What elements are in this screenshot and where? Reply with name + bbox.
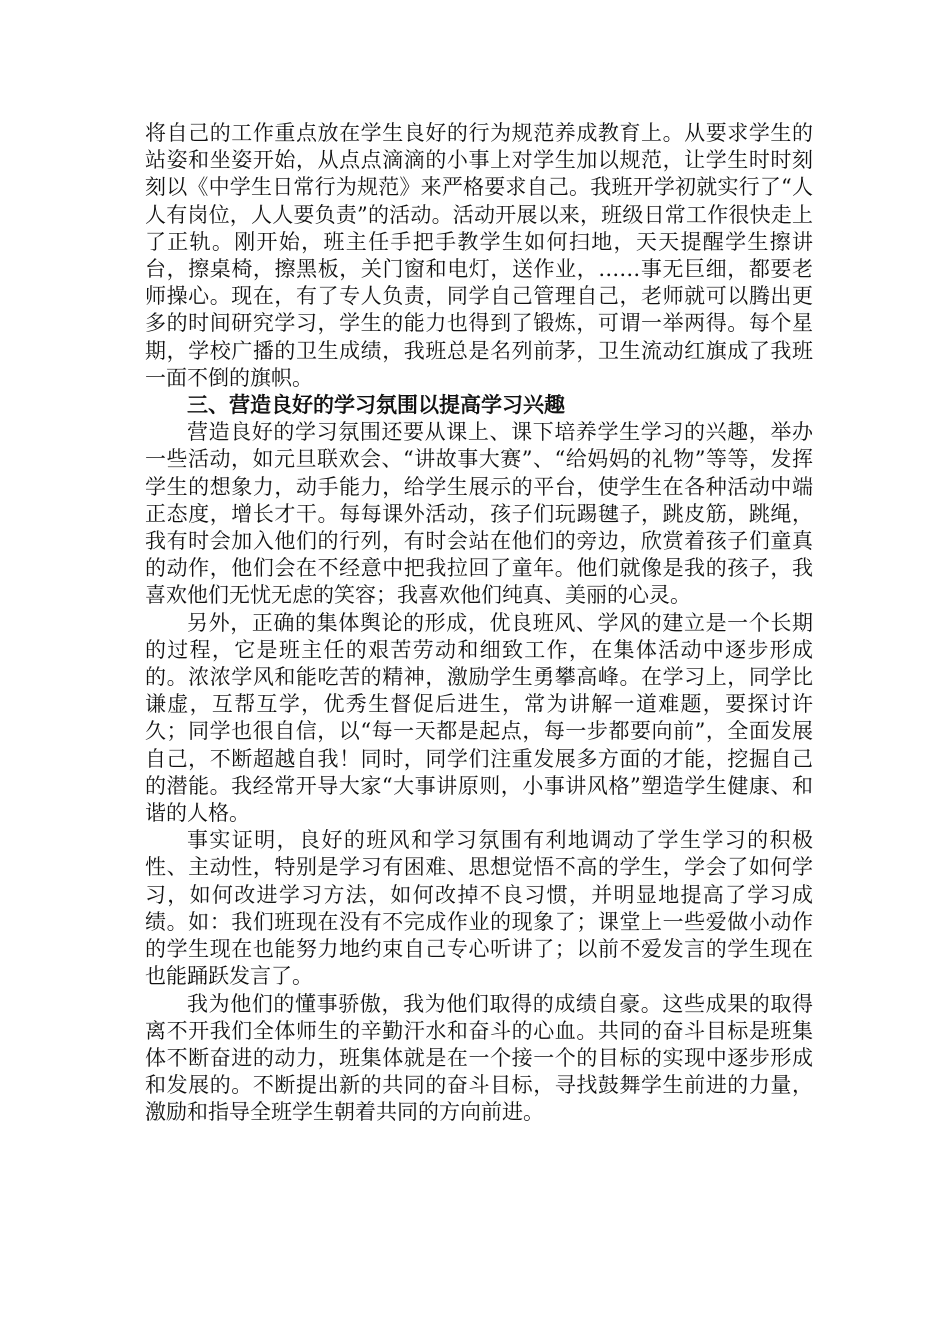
body-paragraph: 营造良好的学习氛围还要从课上、课下培养学生学习的兴趣，举办一些活动，如元旦联欢会、“讲故事大赛”、“给妈妈的礼物”等等，发挥学生的想象力，动手能力，给学生展示的平台，使学生在各种活动中端正态度，增长才干。每每课外活动，孩子们玩踢毽子，跳皮筋，跳绳，我有时会加入他们的行列，有时会站在他们的旁边，欣赏着孩子们童真的动作，他们会在不经意中把我拉回了童年。他们就像是我的孩子，我喜欢他们无忧无虑的笑容；我喜欢他们纯真、美丽的心灵。: [145, 420, 813, 608]
document-body: [145, 120, 813, 1127]
section-heading: 三、营造良好的学习氛围以提高学习兴趣: [187, 393, 565, 418]
body-paragraph: 我为他们的懂事骄傲，我为他们取得的成绩自豪。这些成果的取得离不开我们全体师生的辛勤汗水和奋斗的心血。共同的奋斗目标是班集体不断奋进的动力，班集体就是在一个接一个的目标的实现中逐步形成和发展的。不断提出新的共同的奋斗目标，寻找鼓舞学生前进的力量，激励和指导全班学生朝着共同的方向前进。: [145, 991, 813, 1125]
body-paragraph: 事实证明，良好的班风和学习氛围有利地调动了学生学习的积极性、主动性，特别是学习有困难、思想觉悟不高的学生，学会了如何学习，如何改进学习方法，如何改掉不良习惯，并明显地提高了学习成绩。如：我们班现在没有不完成作业的现象了；课堂上一些爱做小动作的学生现在也能努力地约束自己专心听讲了；以前不爱发言的学生现在也能踊跃发言了。: [145, 828, 813, 989]
body-paragraph: 另外，正确的集体舆论的形成，优良班风、学风的建立是一个长期的过程，它是班主任的艰苦劳动和细致工作，在集体活动中逐步形成的。浓浓学风和能吃苦的精神，激励学生勇攀高峰。在学习上，同学比谦虚，互帮互学，优秀生督促后进生，常为讲解一道难题，要探讨许久；同学也很自信，以“每一天都是起点，每一步都要向前”，全面发展自己，不断超越自我！同时，同学们注重发展多方面的才能，挖掘自己的潜能。我经常开导大家“大事讲原则，小事讲风格”塑造学生健康、和谐的人格。: [145, 610, 813, 826]
continuation-paragraph: 将自己的工作重点放在学生良好的行为规范养成教育上。从要求学生的站姿和坐姿开始，从点点滴滴的小事上对学生加以规范，让学生时时刻刻以《中学生日常行为规范》来严格要求自己。我班开学初就实行了“人人有岗位，人人要负责”的活动。活动开展以来，班级日常工作很快走上了正轨。刚开始，班主任手把手教学生如何扫地，天天提醒学生擦讲台，擦桌椅，擦黑板，关门窗和电灯，送作业，……事无巨细，都要老师操心。现在，有了专人负责，同学自己管理自己，老师就可以腾出更多的时间研究学习，学生的能力也得到了锻炼，可谓一举两得。每个星期，学校广播的卫生成绩，我班总是名列前茅，卫生流动红旗成了我班一面不倒的旗帜。: [145, 121, 813, 390]
